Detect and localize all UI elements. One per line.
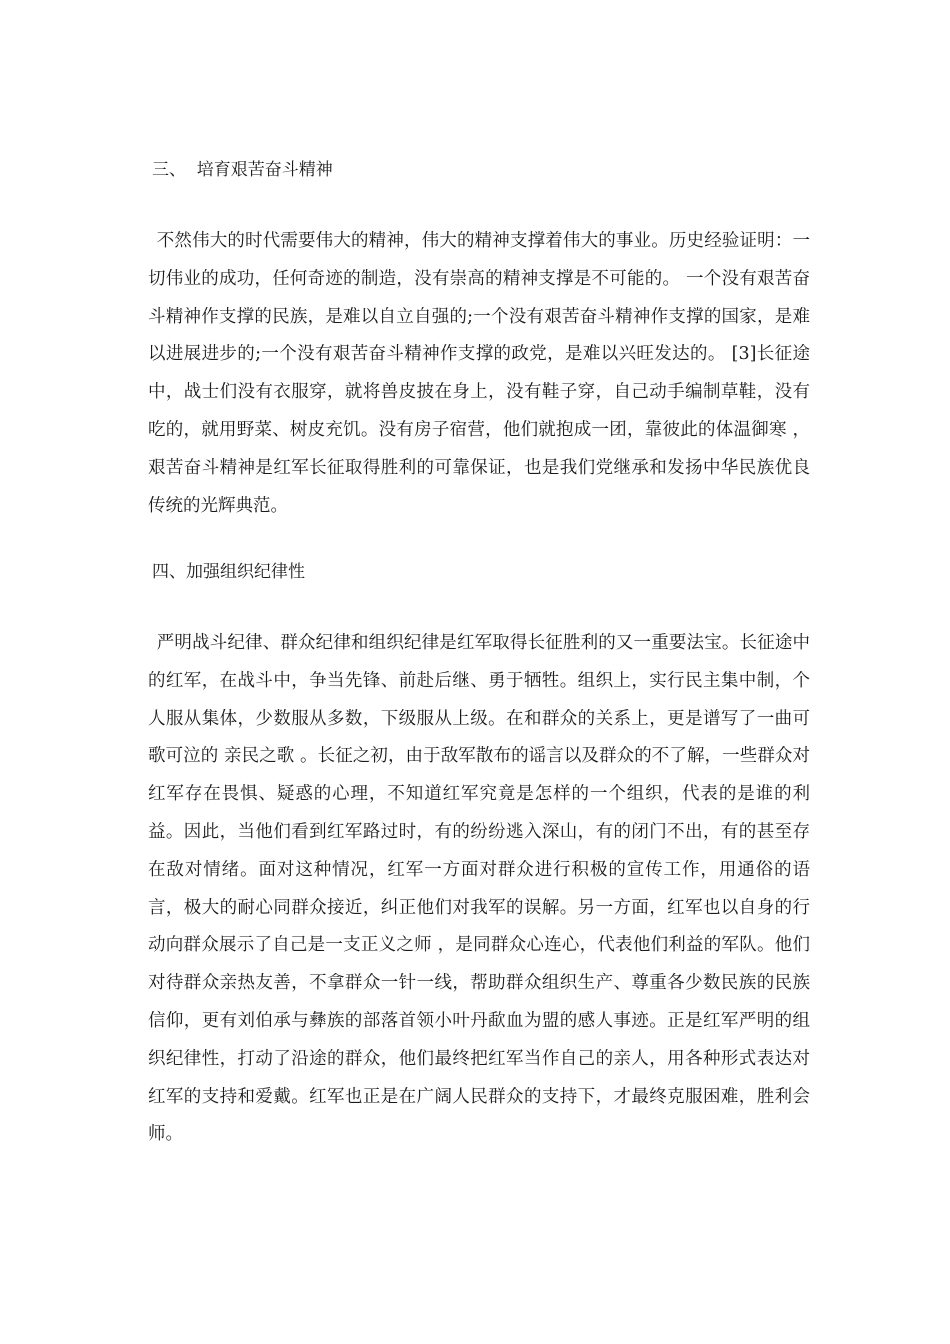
section-paragraph-3: 不然伟大的时代需要伟大的精神，伟大的精神支撑着伟大的事业。历史经验证明：一切伟业的成功，任何奇迹的制造，没有崇高的精神支撑是不可能的。 一个没有艰苦奋斗精神作支撑的民族，是难以自立自强的;一个没有艰苦奋斗精神作支撑的国家，是难以进展进步的;一个没有艰苦奋斗精神作支撑的政党，是难以兴旺发达的。 [3]长征途中，战士们没有衣服穿，就将兽皮披在身上，没有鞋子穿，自己动手编制草鞋，没有吃的，就用野菜、树皮充饥。没有房子宿营，他们就抱成一团，靠彼此的体温御寒 ，艰苦奋斗精神是红军长征取得胜利的可靠保证，也是我们党继承和发扬中华民族优良传统的光辉典范。 — [148, 231, 810, 516]
section-paragraph-4: 严明战斗纪律、群众纪律和组织纪律是红军取得长征胜利的又一重要法宝。长征途中的红军，在战斗中，争当先锋、前赴后继、勇于牺牲。组织上，实行民主集中制，个人服从集体，少数服从多数，下级服从上级。在和群众的关系上，更是谱写了一曲可歌可泣的 亲民之歌 。长征之初，由于敌军散布的谣言以及群众的不了解，一些群众对红军存在畏惧、疑惑的心理，不知道红军究竟是怎样的一个组织，代表的是谁的利益。因此，当他们看到红军路过时，有的纷纷逃入深山，有的闭门不出，有的甚至存在敌对情绪。面对这种情况，红军一方面对群众进行积极的宣传工作，用通俗的语言，极大的耐心同群众接近，纠正他们对我军的误解。另一方面，红军也以自身的行动向群众展示了自己是一支正义之师 ，是同群众心连心，代表他们利益的军队。他们对待群众亲热友善，不拿群众一针一线，帮助群众组织生产、尊重各少数民族的民族信仰，更有刘伯承与彝族的部落首领小叶丹歃血为盟的感人事迹。正是红军严明的组织纪律性，打动了沿途的群众，他们最终把红军当作自己的亲人，用各种形式表达对红军的支持和爱戴。红军也正是在广阔人民群众的支持下，才最终克服困难，胜利会师。 — [148, 633, 810, 1145]
section-heading-3: 三、 培育艰苦奋斗精神 — [152, 160, 333, 180]
section-heading-4: 四、加强组织纪律性 — [152, 562, 305, 582]
